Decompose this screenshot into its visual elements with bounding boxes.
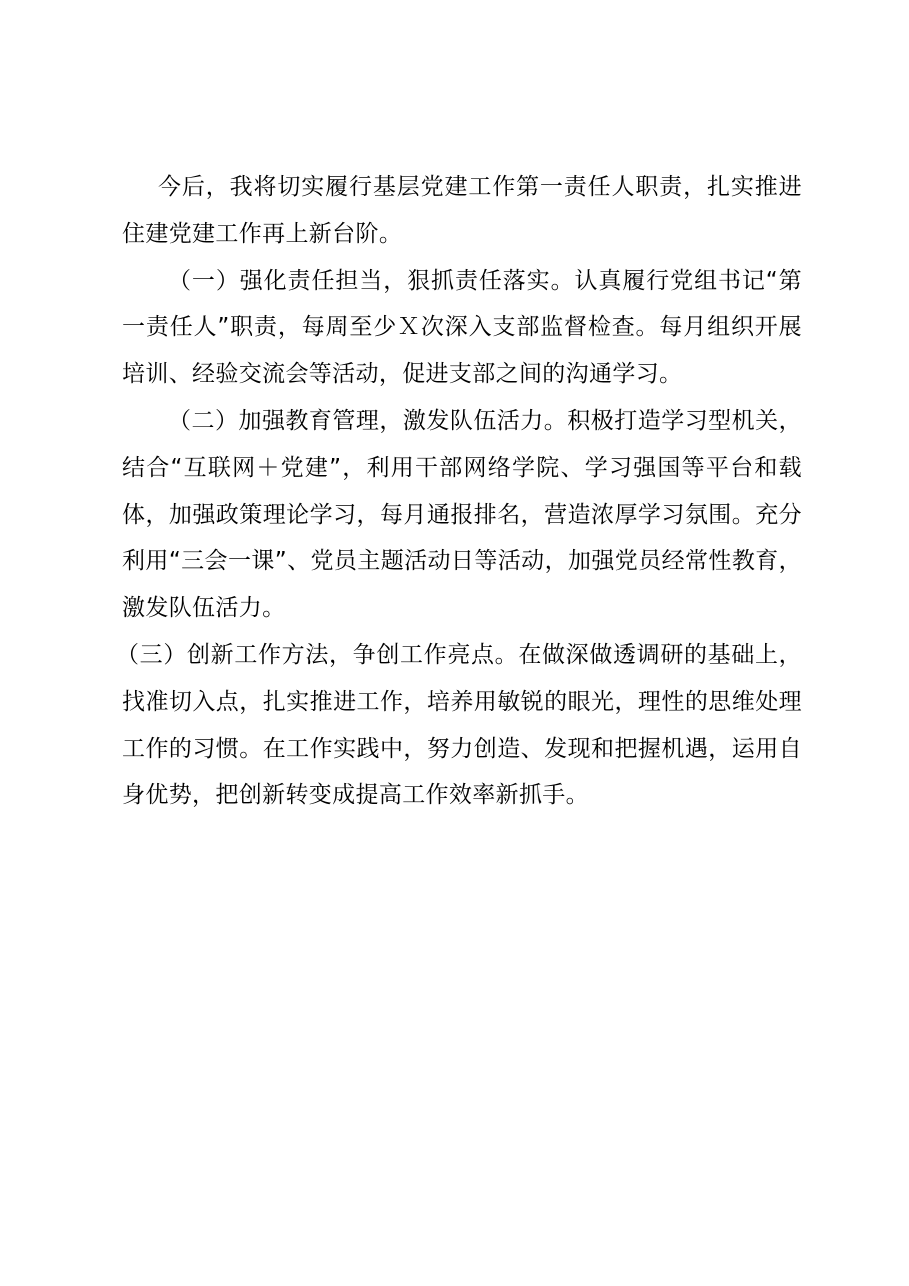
- paragraph-intro: 今后，我将切实履行基层党建工作第一责任人职责，扎实推进住建党建工作再上新台阶。: [122, 174, 802, 247]
- paragraph-section-3: （三）创新工作方法，争创工作亮点。在做深做透调研的基础上，找准切入点，扎实推进工作，培养用敏锐的眼光，理性的思维处理工作的习惯。在工作实践中，努力创造、发现和把握机遇，运用自身优势，把创新转变成提高工作效率新抓手。: [116, 641, 802, 809]
- document-body: [116, 164, 802, 819]
- paragraph-section-2: （二）加强教育管理，激发队伍活力。积极打造学习型机关，结合“互联网＋党建”，利用干部网络学院、学习强国等平台和载体，加强政策理论学习，每月通报排名，营造浓厚学习氛围。充分利用“三会一课”、党员主题活动日等活动，加强党员经常性教育，激发队伍活力。: [122, 407, 802, 622]
- paragraph-section-1: （一）强化责任担当，狠抓责任落实。认真履行党组书记“第一责任人”职责，每周至少Ｘ次深入支部监督检查。每月组织开展培训、经验交流会等活动，促进支部之间的沟通学习。: [122, 267, 802, 388]
